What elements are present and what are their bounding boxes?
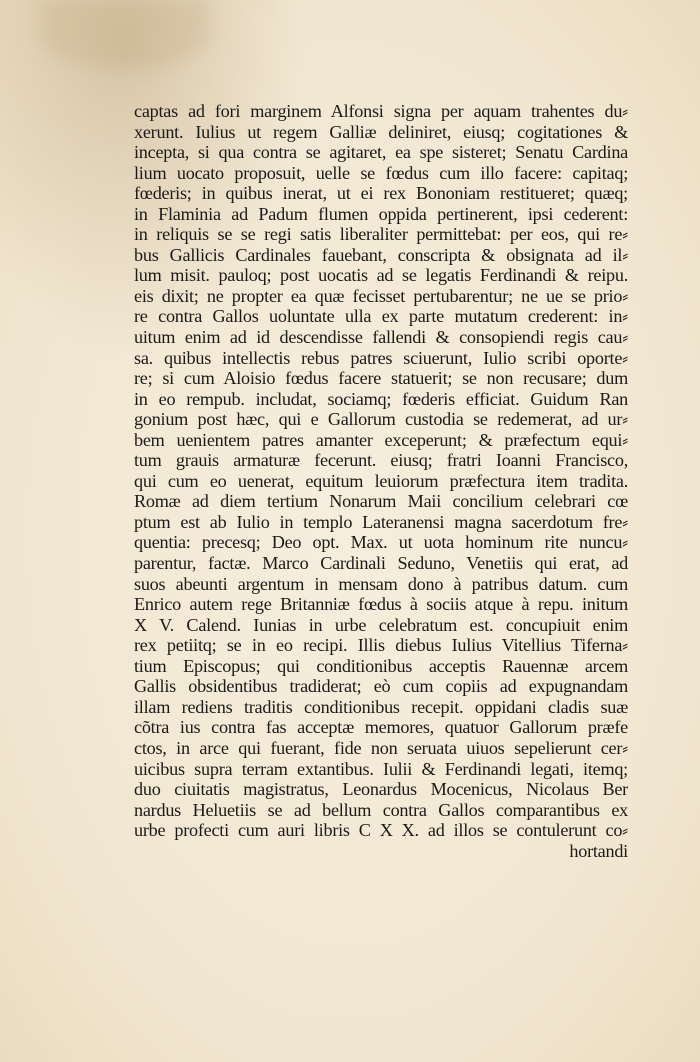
text-line: ctos, in arce qui fuerant, fide non seruata uiuos sepelierunt cer⸗ — [134, 737, 628, 758]
text-line: uicibus supra terram extantibus. Iulii & Ferdinandi legati, itemq; — [134, 758, 628, 779]
text-line: bus Gallicis Cardinales fauebant, conscripta & obsignata ad il⸗ — [134, 244, 628, 265]
text-line: qui cum eo uenerat, equitum leuiorum præfectura item tradita. — [134, 470, 628, 491]
text-line: illam rediens traditis conditionibus recepit. oppidani cladis suæ — [134, 696, 628, 717]
text-line: lum misit. pauloq; post uocatis ad se legatis Ferdinandi & reipu. — [134, 265, 628, 286]
text-line: re; si cum Aloisio fœdus facere statuerit; se non recusare; dum — [134, 368, 628, 389]
text-line: bem uenientem patres amanter exceperunt; & præfectum equi⸗ — [134, 429, 628, 450]
text-line: Enrico autem rege Britanniæ fœdus à sociis atque à repu. initum — [134, 594, 628, 615]
text-line: captas ad fori marginem Alfonsi signa per aquam trahentes du⸗ — [134, 101, 628, 121]
text-line: nardus Heluetiis se ad bellum contra Gallos comparantibus ex — [134, 799, 628, 820]
text-line: incepta, si qua contra se agitaret, ea spe sisteret; Senatu Cardina — [134, 142, 628, 163]
paper-stain — [40, 0, 210, 70]
text-line: Gallis obsidentibus tradiderat; eò cum copiis ad expugnandam — [134, 676, 628, 697]
text-line: parentur, factæ. Marco Cardinali Seduno, Venetiis qui erat, ad — [134, 553, 628, 574]
text-line: quentia: precesq; Deo opt. Max. ut uota hominum rite nuncu⸗ — [134, 532, 628, 553]
text-line: xerunt. Iulius ut regem Galliæ deliniret, eiusq; cogitationes & — [134, 121, 628, 142]
text-line: in Flaminia ad Padum flumen oppida pertinerent, ipsi cederent: — [134, 203, 628, 224]
text-line: re contra Gallos uoluntate ulla ex parte mutatum crederent: in⸗ — [134, 306, 628, 327]
text-line: tum grauis armaturæ fecerunt. eiusq; fratri Ioanni Francisco, — [134, 450, 628, 471]
text-line: ptum est ab Iulio in templo Lateranensi magna sacerdotum fre⸗ — [134, 511, 628, 532]
text-line: X V. Calend. Iunias in urbe celebratum est. concupiuit enim — [134, 614, 628, 635]
text-line: eis dixit; ne propter ea quæ fecisset pertubarentur; ne ue se prio⸗ — [134, 285, 628, 306]
text-line: suos abeunti argentum in mensam dono à patribus datum. cum — [134, 573, 628, 594]
text-line: in reliquis se se regi satis liberaliter permittebat: per eos, qui re⸗ — [134, 224, 628, 245]
catchword-line: hortandi — [569, 840, 628, 861]
text-line: gonium post hæc, qui e Gallorum custodia se redemerat, ad ur⸗ — [134, 409, 628, 430]
text-block — [134, 101, 628, 861]
text-line: tium Episcopus; qui conditionibus acceptis Rauennæ arcem — [134, 655, 628, 676]
text-line: lium uocato proposuit, uelle se fœdus cum illo facere: capitaq; — [134, 162, 628, 183]
text-line: sa. quibus intellectis rebus patres sciuerunt, Iulio scribi oporte⸗ — [134, 347, 628, 368]
text-line: duo ciuitatis magistratus, Leonardus Mocenicus, Nicolaus Ber — [134, 779, 628, 800]
text-line: Romæ ad diem tertium Nonarum Maii concilium celebrari cœ — [134, 491, 628, 512]
text-line: rex petiitq; se in eo recipi. Illis diebus Iulius Vitellius Tiferna⸗ — [134, 635, 628, 656]
text-line: in eo rempub. includat, sociamq; fœderis efficiat. Guidum Ran — [134, 388, 628, 409]
text-line: cõtra ius contra fas acceptæ memores, quatuor Gallorum præfe — [134, 717, 628, 738]
text-line: urbe profecti cum auri libris C X X. ad illos se contulerunt co⸗ — [134, 820, 628, 841]
text-line: uitum enim ad id descendisse fallendi & consopiendi regis cau⸗ — [134, 327, 628, 348]
text-line: fœderis; in quibus inerat, ut ei rex Bononiam restitueret; quæq; — [134, 183, 628, 204]
